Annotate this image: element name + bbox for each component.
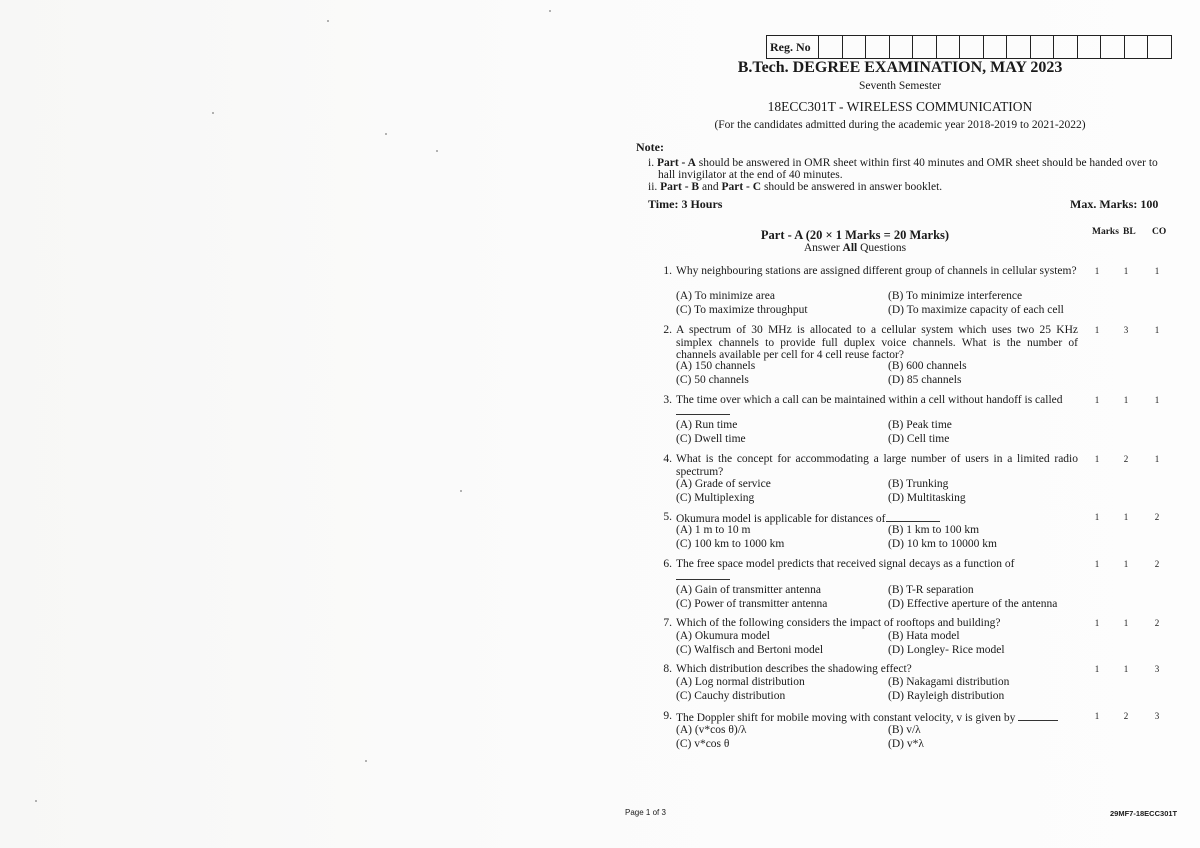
option-c: (C) To maximize throughput [676, 304, 808, 316]
option-a: (A) Okumura model [676, 630, 770, 642]
reg-no-cell [937, 36, 961, 58]
note-line-2-bold-1: Part - B [660, 181, 700, 193]
scan-speck [549, 10, 551, 12]
option-b: (B) Nakagami distribution [888, 676, 1010, 688]
max-marks: Max. Marks: 100 [1070, 197, 1159, 211]
co-value: 3 [1154, 711, 1160, 721]
answer-blank [676, 569, 730, 584]
note-line-2-mid: and [699, 181, 722, 193]
co-value: 1 [1154, 395, 1160, 405]
option-c: (C) 50 channels [676, 374, 749, 386]
marks-value: 1 [1094, 395, 1100, 405]
reg-no-cell [1125, 36, 1149, 58]
bl-value: 1 [1123, 266, 1129, 276]
option-b: (B) 600 channels [888, 360, 967, 372]
bl-value: 1 [1123, 664, 1129, 674]
question-number: 3. [663, 394, 672, 406]
paper-code: 29MF7-18ECC301T [1110, 809, 1178, 818]
option-c: (C) 100 km to 1000 km [676, 538, 785, 550]
marks-value: 1 [1094, 711, 1100, 721]
scan-speck [436, 150, 438, 152]
question-stem: Which distribution describes the shadowing effect? [676, 663, 912, 675]
scan-speck [385, 133, 387, 135]
marks-value: 1 [1094, 512, 1100, 522]
question-stem: The free space model predicts that received signal decays as a function of [676, 558, 1015, 570]
part-a-instruction [700, 242, 1010, 254]
co-value: 2 [1154, 512, 1160, 522]
question-number: 8. [663, 663, 672, 675]
reg-no-cell [913, 36, 937, 58]
option-a: (A) 150 channels [676, 360, 756, 372]
candidates-note: (For the candidates admitted during the academic year 2018-2019 to 2021-2022) [714, 119, 1086, 131]
co-value: 1 [1154, 454, 1160, 464]
option-b: (B) Peak time [888, 419, 952, 431]
reg-no-cell [960, 36, 984, 58]
scan-speck [327, 20, 329, 22]
answer-blank-line [886, 511, 940, 522]
option-d: (D) Rayleigh distribution [888, 690, 1005, 702]
part-a-instruction-rest: Questions [857, 242, 907, 254]
question-number: 9. [663, 710, 672, 722]
note-line-1 [648, 157, 1158, 169]
question-number: 6. [663, 558, 672, 570]
reg-no-cell [866, 36, 890, 58]
option-a: (A) To minimize area [676, 290, 775, 302]
reg-no-box [766, 35, 1172, 59]
option-a: (A) (v*cos θ)/λ [676, 724, 747, 736]
option-a: (A) 1 m to 10 m [676, 524, 751, 536]
part-a-instruction-bold: All [842, 242, 858, 254]
option-b: (B) T-R separation [888, 584, 974, 596]
reg-no-cell [1101, 36, 1125, 58]
question-number: 7. [663, 617, 672, 629]
reg-no-label: Reg. No [767, 36, 819, 58]
reg-no-cell [1031, 36, 1055, 58]
part-a-title: Part - A (20 × 1 Marks = 20 Marks) [760, 228, 950, 242]
scan-speck [35, 800, 37, 802]
scan-speck [212, 112, 214, 114]
option-d: (D) To maximize capacity of each cell [888, 304, 1064, 316]
bl-value: 2 [1123, 454, 1129, 464]
reg-no-cell [1007, 36, 1031, 58]
marks-value: 1 [1094, 664, 1100, 674]
question-stem-text: Okumura model is applicable for distances of [676, 513, 886, 525]
question-stem: Why neighbouring stations are assigned different group of channels in cellular system? [676, 265, 1077, 277]
note-line-1-cont: hall invigilator at the end of 40 minutes. [658, 169, 843, 181]
question-stem: What is the concept for accommodating a large number of users in a limited radio spectrum? [676, 453, 1078, 478]
bl-value: 3 [1123, 325, 1129, 335]
answer-blank-line [1018, 710, 1058, 721]
scan-speck [460, 490, 462, 492]
bl-value: 1 [1123, 559, 1129, 569]
question-stem [676, 710, 1058, 725]
question-stem-text: The Doppler shift for mobile moving with constant velocity, v is given by [676, 712, 1016, 724]
option-b: (B) 1 km to 100 km [888, 524, 980, 536]
bl-value: 2 [1123, 711, 1129, 721]
option-b: (B) Trunking [888, 478, 949, 490]
course-title: 18ECC301T - WIRELESS COMMUNICATION [767, 99, 1033, 114]
option-a: (A) Run time [676, 419, 738, 431]
bl-value: 1 [1123, 395, 1129, 405]
option-c: (C) Cauchy distribution [676, 690, 786, 702]
option-a: (A) Log normal distribution [676, 676, 805, 688]
option-d: (D) Cell time [888, 433, 950, 445]
scan-speck [365, 760, 367, 762]
option-d: (D) Multitasking [888, 492, 966, 504]
option-c: (C) Dwell time [676, 433, 746, 445]
question-number: 4. [663, 453, 672, 465]
question-number: 1. [663, 265, 672, 277]
marks-value: 1 [1094, 454, 1100, 464]
col-header-marks: Marks [1092, 227, 1119, 237]
reg-no-cell [890, 36, 914, 58]
marks-value: 1 [1094, 618, 1100, 628]
question-stem: A spectrum of 30 MHz is allocated to a cellular system which uses two 25 KHz simplex channels to provide full duplex voice channels. What is the number of channels available per cell for 4 cell reuse factor? [676, 324, 1078, 361]
note-line-1-prefix: i. [648, 157, 657, 169]
option-b: (B) To minimize interference [888, 290, 1023, 302]
answer-blank-line [676, 404, 730, 415]
question-number: 5. [663, 511, 672, 523]
answer-blank-line [676, 569, 730, 580]
reg-no-cell [984, 36, 1008, 58]
answer-blank [676, 404, 730, 419]
option-d: (D) Longley- Rice model [888, 644, 1005, 656]
marks-value: 1 [1094, 266, 1100, 276]
marks-value: 1 [1094, 559, 1100, 569]
option-d: (D) 85 channels [888, 374, 962, 386]
reg-no-cell [1054, 36, 1078, 58]
note-line-1-bold: Part - A [656, 157, 696, 169]
bl-value: 1 [1123, 618, 1129, 628]
reg-no-cell [1078, 36, 1102, 58]
option-d: (D) Effective aperture of the antenna [888, 598, 1058, 610]
part-a-instruction-prefix: Answer [803, 242, 843, 254]
option-d: (D) 10 km to 10000 km [888, 538, 997, 550]
exam-title: B.Tech. DEGREE EXAMINATION, MAY 2023 [737, 59, 1063, 76]
co-value: 2 [1154, 618, 1160, 628]
reg-no-cell [1148, 36, 1171, 58]
co-value: 1 [1154, 266, 1160, 276]
page-number: Page 1 of 3 [625, 808, 666, 817]
question-stem: The time over which a call can be maintained within a cell without handoff is called [676, 394, 1063, 406]
col-header-co: CO [1152, 227, 1167, 237]
note-line-2-prefix: ii. [648, 181, 661, 193]
option-b: (B) v/λ [888, 724, 921, 736]
option-c: (C) v*cos θ [676, 738, 730, 750]
marks-value: 1 [1094, 325, 1100, 335]
note-line-2-bold-2: Part - C [721, 181, 762, 193]
option-b: (B) Hata model [888, 630, 960, 642]
option-c: (C) Multiplexing [676, 492, 755, 504]
option-c: (C) Power of transmitter antenna [676, 598, 828, 610]
co-value: 1 [1154, 325, 1160, 335]
option-c: (C) Walfisch and Bertoni model [676, 644, 824, 656]
bl-value: 1 [1123, 512, 1129, 522]
note-line-2-rest: should be answered in answer booklet. [761, 181, 943, 193]
question-stem: Which of the following considers the impact of rooftops and building? [676, 617, 1001, 629]
reg-no-cell [819, 36, 843, 58]
co-value: 2 [1154, 559, 1160, 569]
note-title: Note: [636, 140, 664, 154]
option-a: (A) Grade of service [676, 478, 771, 490]
col-header-bl: BL [1123, 227, 1136, 237]
time-allowed: Time: 3 Hours [648, 197, 723, 211]
note-line-1-rest: should be answered in OMR sheet within first 40 minutes and OMR sheet should be handed over to [695, 157, 1158, 169]
option-a: (A) Gain of transmitter antenna [676, 584, 821, 596]
reg-no-cell [843, 36, 867, 58]
note-line-2 [648, 181, 942, 193]
co-value: 3 [1154, 664, 1160, 674]
option-d: (D) v*λ [888, 738, 924, 750]
question-number: 2. [663, 324, 672, 336]
semester: Seventh Semester [858, 80, 942, 92]
